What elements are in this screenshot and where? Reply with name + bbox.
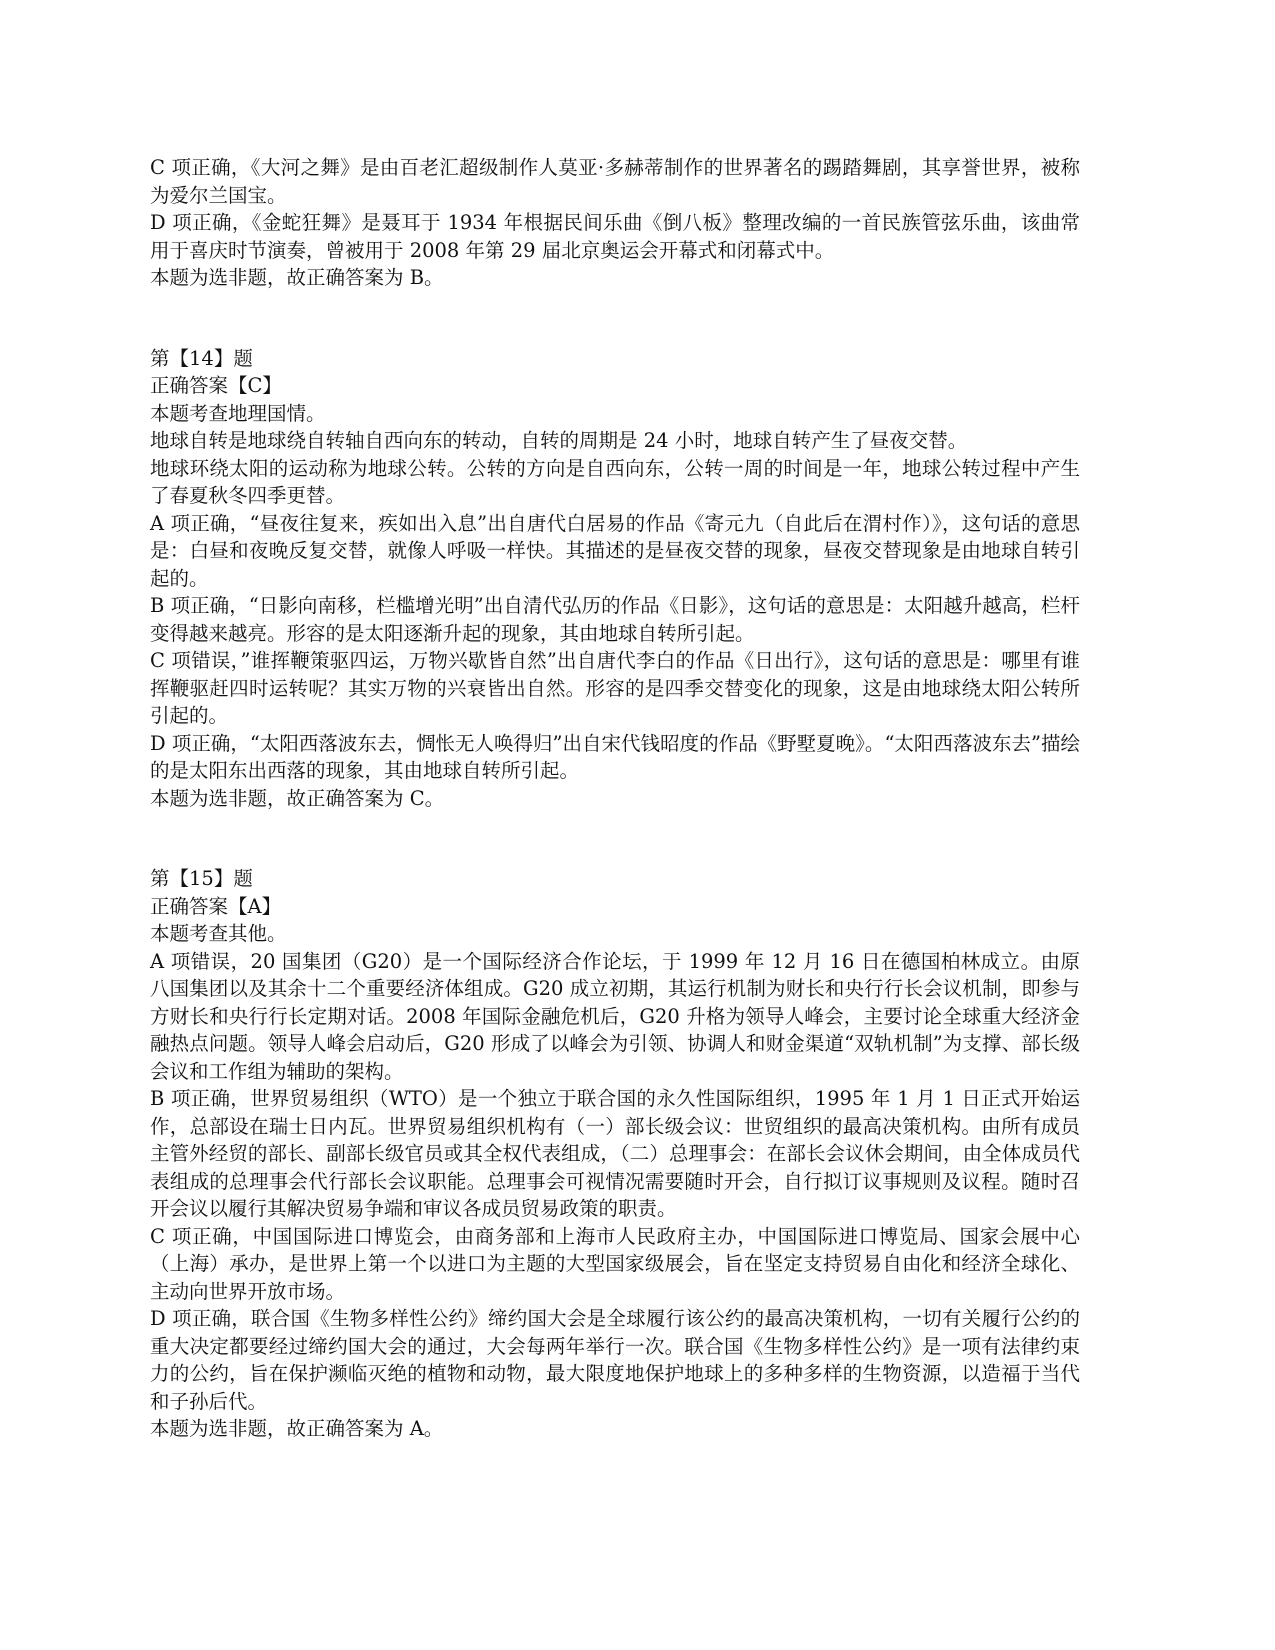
paragraph: 本题考查地理国情。 <box>150 401 326 425</box>
paragraph: A 项正确，“昼夜往复来，疾如出入息”出自唐代白居易的作品《寄元九（自此后在渭村作）》，这句话的意思是：白昼和夜晚反复交替，就像人呼吸一样快。其描述的是昼夜交替的现象，昼夜交替现象是由地球自转引起的。 <box>150 511 1080 590</box>
question-heading: 第【15】题 <box>150 867 253 890</box>
paragraph: C 项正确，中国国际进口博览会，由商务部和上海市人民政府主办，中国国际进口博览局、国家会展中心（上海）承办，是世界上第一个以进口为主题的大型国家级展会，旨在坚定支持贸易自由化和经济全球化、主动向世界开放市场。 <box>150 1224 1080 1303</box>
conclusion: 本题为选非题，故正确答案为 B。 <box>150 266 444 289</box>
paragraph: 地球自转是地球绕自转轴自西向东的转动，自转的周期是 24 小时，地球自转产生了昼夜交替。 <box>150 429 968 452</box>
paragraph: 地球环绕太阳的运动称为地球公转。公转的方向是自西向东，公转一周的时间是一年，地球公转过程中产生了春夏秋冬四季更替。 <box>150 456 1080 507</box>
document-page <box>150 154 1080 1443</box>
answer-line: 正确答案【C】 <box>150 374 282 397</box>
answer-line: 正确答案【A】 <box>150 894 282 918</box>
conclusion: 本题为选非题，故正确答案为 A。 <box>150 1417 444 1440</box>
paragraph: D 项正确，“太阳西落波东去，惆怅无人唤得归”出自宋代钱昭度的作品《野墅夏晚》。“太阳西落波东去”描绘的是太阳东出西落的现象，其由地球自转所引起。 <box>150 731 1080 782</box>
paragraph: C 项错误，”谁挥鞭策驱四运，万物兴歇皆自然”出自唐代李白的作品《日出行》，这句话的意思是：哪里有谁挥鞭驱赶四时运转呢？其实万物的兴衰皆出自然。形容的是四季交替变化的现象，这是由地球绕太阳公转所引起的。 <box>150 649 1080 727</box>
paragraph: A 项错误，20 国集团（G20）是一个国际经济合作论坛，于 1999 年 12 月 16 日在德国柏林成立。由原八国集团以及其余十二个重要经济体组成。G20 成立初期，其运行机制为财长和央行行长会议机制，即参与方财长和央行行长定期对话。2008 年国际金融危机后，G20 升格为领导人峰会，主要讨论全球重大经济金融热点问题。领导人峰会启动后，G20 形成了以峰会为引领、协调人和财金渠道“双轨机制”为支撑、部长级会议和工作组为辅助的架构。 <box>150 949 1080 1083</box>
paragraph: 本题考查其他。 <box>150 922 287 945</box>
paragraph: D 项正确，《金蛇狂舞》是聂耳于 1934 年根据民间乐曲《倒八板》整理改编的一首民族管弦乐曲，该曲常用于喜庆时节演奏，曾被用于 2008 年第 29 届北京奥运会开幕式和闭幕式中。 <box>150 211 1080 262</box>
paragraph: B 项正确，“日影向南移，栏槛增光明”出自清代弘历的作品《日影》，这句话的意思是：太阳越升越高，栏杆变得越来越亮。形容的是太阳逐渐升起的现象，其由地球自转所引起。 <box>150 594 1080 645</box>
paragraph: B 项正确，世界贸易组织（WTO）是一个独立于联合国的永久性国际组织，1995 年 1 月 1 日正式开始运作，总部设在瑞士日内瓦。世界贸易组织机构有（一）部长级会议：世贸组织的最高决策机构。由所有成员主管外经贸的部长、副部长级官员或其全权代表组成，（二）总理事会：在部长会议休会期间，由全体成员代表组成的总理事会代行部长会议职能。总理事会可视情况需要随时开会，自行拟订议事规则及议程。随时召开会议以履行其解决贸易争端和审议各成员贸易政策的职责。 <box>150 1087 1080 1220</box>
conclusion: 本题为选非题，故正确答案为 C。 <box>150 786 445 810</box>
paragraph: D 项正确，联合国《生物多样性公约》缔约国大会是全球履行该公约的最高决策机构，一切有关履行公约的重大决定都要经过缔约国大会的通过，大会每两年举行一次。联合国《生物多样性公约》是一项有法律约束力的公约，旨在保护濒临灭绝的植物和动物，最大限度地保护地球上的多种多样的生物资源，以造福于当代和子孙后代。 <box>150 1307 1080 1413</box>
question-heading: 第【14】题 <box>150 346 253 370</box>
paragraph: C 项正确，《大河之舞》是由百老汇超级制作人莫亚·多赫蒂制作的世界著名的踢踏舞剧，其享誉世界，被称为爱尔兰国宝。 <box>150 156 1080 207</box>
question-15 <box>150 865 1080 1443</box>
question-13-tail <box>150 154 1080 292</box>
question-14 <box>150 345 1080 813</box>
